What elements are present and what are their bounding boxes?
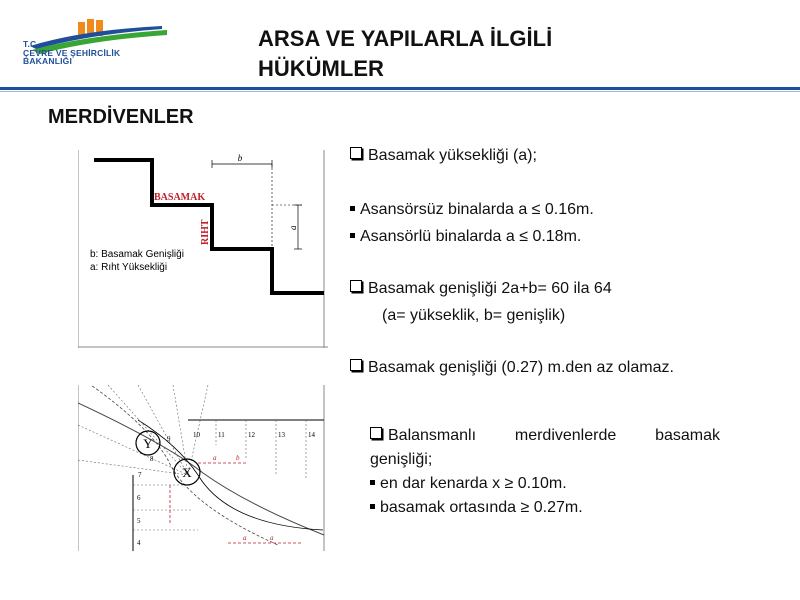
point-y-label: Y [143,436,153,451]
logo-line-2: ÇEVRE VE ŞEHİRCİLİK [23,47,121,58]
num-12: 12 [248,431,255,439]
num-14: 14 [308,431,315,439]
header-divider [0,87,800,90]
dim-label-a-3: a [270,534,274,542]
winder-heading-text-1: Balansmanlı merdivenlerde basamak [388,427,720,444]
page-title [258,24,678,84]
rule-item-6-text: Basamak genişliği (0.27) m.den az olamaz. [368,359,674,376]
square-bullet-icon [370,480,375,485]
winder-item-1 [370,472,720,496]
label-riht: RIHT [200,219,211,245]
rule-item-3 [350,228,581,246]
num-13: 13 [278,431,285,439]
label-basamak: BASAMAK [154,192,206,203]
rule-item-6 [350,359,674,377]
fig2-background [78,385,328,551]
num-8: 8 [150,455,154,463]
legend-a: a: Rıht Yüksekliği [90,262,168,273]
section-title: MERDİVENLER [48,106,194,128]
num-10: 10 [193,431,200,439]
winder-stair-diagram [78,385,328,551]
winder-item-2-text: basamak ortasında ≥ 0.27m. [380,499,583,516]
rule-item-2 [350,201,594,219]
rule-item-1 [350,147,537,165]
dim-label-a-2: a [243,534,247,542]
page-title-line-1: ARSA VE YAPILARLA İLGİLİ [258,26,553,51]
point-x-label: X [182,465,192,480]
legend-b: b: Basamak Genişliği [90,249,184,260]
rule-item-5-text: (a= yükseklik, b= genişlik) [382,307,566,324]
checkbox-bullet-icon [370,427,382,439]
page-title-line-2: HÜKÜMLER [258,56,384,81]
num-5: 5 [137,517,141,525]
dim-label-a-1: a [213,454,217,462]
dim-label-b: b [236,454,240,462]
winder-item-2 [370,496,720,520]
rule-item-4 [350,280,612,298]
rule-item-2-text: Asansörsüz binalarda a ≤ 0.16m. [360,201,594,218]
stair-profile-diagram [78,150,328,348]
winder-rules-block [370,424,720,520]
logo-line-3: BAKANLIĞI [23,56,73,66]
num-11: 11 [218,431,225,439]
num-4: 4 [137,539,141,547]
logo-text [23,40,120,66]
logo-line-1: T.C. [23,39,39,49]
num-9: 9 [167,435,171,443]
square-bullet-icon [370,504,375,509]
num-6: 6 [137,494,141,502]
rule-item-1-text: Basamak yüksekliği (a); [368,147,537,164]
label-b: b [237,153,243,163]
winder-heading-line-1 [370,424,720,448]
label-a: a [288,225,298,230]
header-divider-thin [0,91,800,92]
rule-item-4-text: Basamak genişliği 2a+b= 60 ila 64 [368,280,612,297]
square-bullet-icon [350,206,355,211]
winder-item-1-text: en dar kenarda x ≥ 0.10m. [380,475,567,492]
checkbox-bullet-icon [350,147,362,159]
rule-item-5 [382,307,565,325]
checkbox-bullet-icon [350,359,362,371]
square-bullet-icon [350,233,355,238]
winder-heading-line-2: genişliği; [370,451,433,468]
checkbox-bullet-icon [350,280,362,292]
num-7: 7 [138,471,142,479]
rule-item-3-text: Asansörlü binalarda a ≤ 0.18m. [360,228,582,245]
